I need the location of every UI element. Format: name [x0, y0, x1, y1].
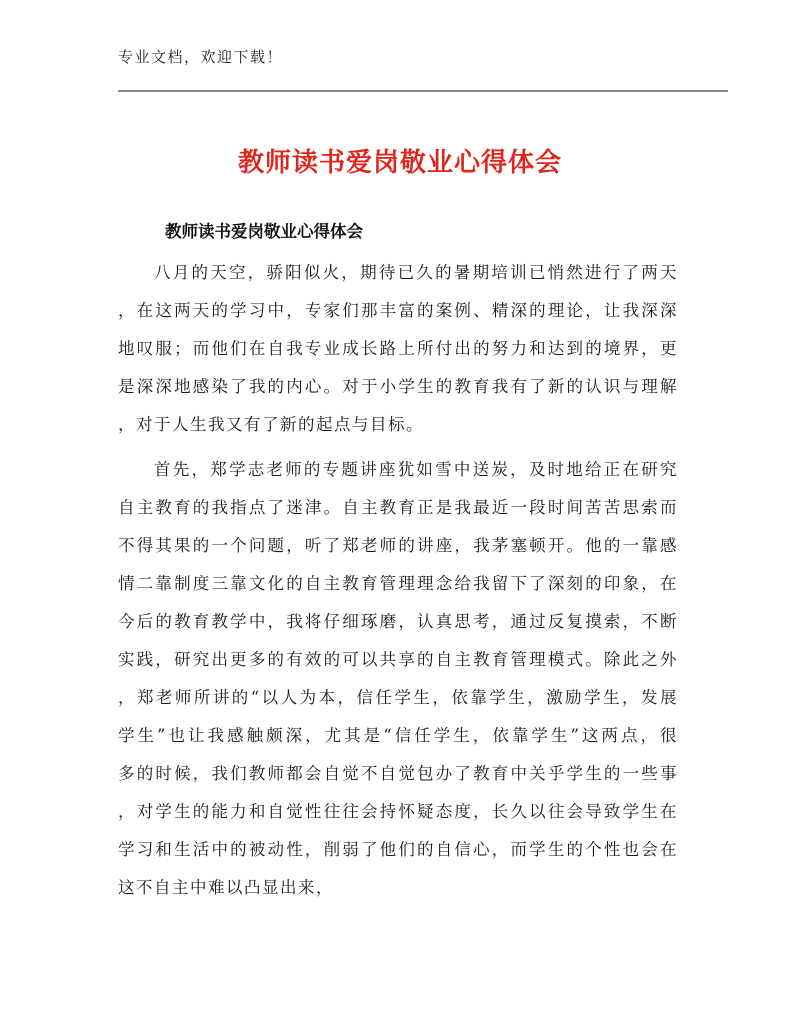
paragraph-line: 不得其果的一个问题，听了郑老师的讲座，我茅塞顿开。他的一靠感	[118, 536, 678, 555]
paragraph-1	[118, 254, 678, 444]
paragraph-line: 地叹服；而他们在自我专业成长路上所付出的努力和达到的境界，更	[118, 339, 678, 358]
paragraph-line: 是深深地感染了我的内心。对于小学生的教育我有了新的认识与理解	[118, 377, 678, 396]
paragraph-2	[118, 451, 678, 907]
paragraph-line: 学习和生活中的被动性，削弱了他们的自信心，而学生的个性也会在	[118, 840, 678, 859]
paragraph-line: ，对于人生我又有了新的起点与目标。	[118, 415, 424, 434]
header-divider	[118, 90, 728, 92]
paragraph-line: 首先，郑学志老师的专题讲座犹如雪中送炭，及时地给正在研究	[154, 460, 678, 479]
paragraph-line: 情二靠制度三靠文化的自主教育管理理念给我留下了深刻的印象，在	[118, 574, 678, 593]
paragraph-line: 这不自主中难以凸显出来，	[118, 878, 334, 897]
paragraph-line: 多的时候，我们教师都会自觉不自觉包办了教育中关乎学生的一些事	[118, 764, 678, 783]
paragraph-line: 学生”也让我感触颇深，尤其是“信任学生，依靠学生”这两点，很	[118, 726, 678, 745]
page-header-text: 专业文档，欢迎下载！	[118, 48, 284, 66]
document-subtitle: 教师读书爱岗敬业心得体会	[165, 222, 363, 241]
paragraph-line: 实践，研究出更多的有效的可以共享的自主教育管理模式。除此之外	[118, 650, 678, 669]
paragraph-line: ，在这两天的学习中，专家们那丰富的案例、精深的理论，让我深深	[118, 301, 678, 320]
paragraph-line: 今后的教育教学中，我将仔细琢磨，认真思考，通过反复摸索，不断	[118, 612, 678, 631]
paragraph-line: ，对学生的能力和自觉性往往会持怀疑态度，长久以往会导致学生在	[118, 802, 678, 821]
paragraph-line: 八月的天空，骄阳似火，期待已久的暑期培训已悄然进行了两天	[154, 263, 678, 282]
paragraph-line: 自主教育的我指点了迷津。自主教育正是我最近一段时间苦苦思索而	[118, 498, 678, 517]
paragraph-line: ，郑老师所讲的“以人为本，信任学生，依靠学生，激励学生，发展	[118, 688, 678, 707]
document-title: 教师读书爱岗敬业心得体会	[237, 148, 562, 178]
